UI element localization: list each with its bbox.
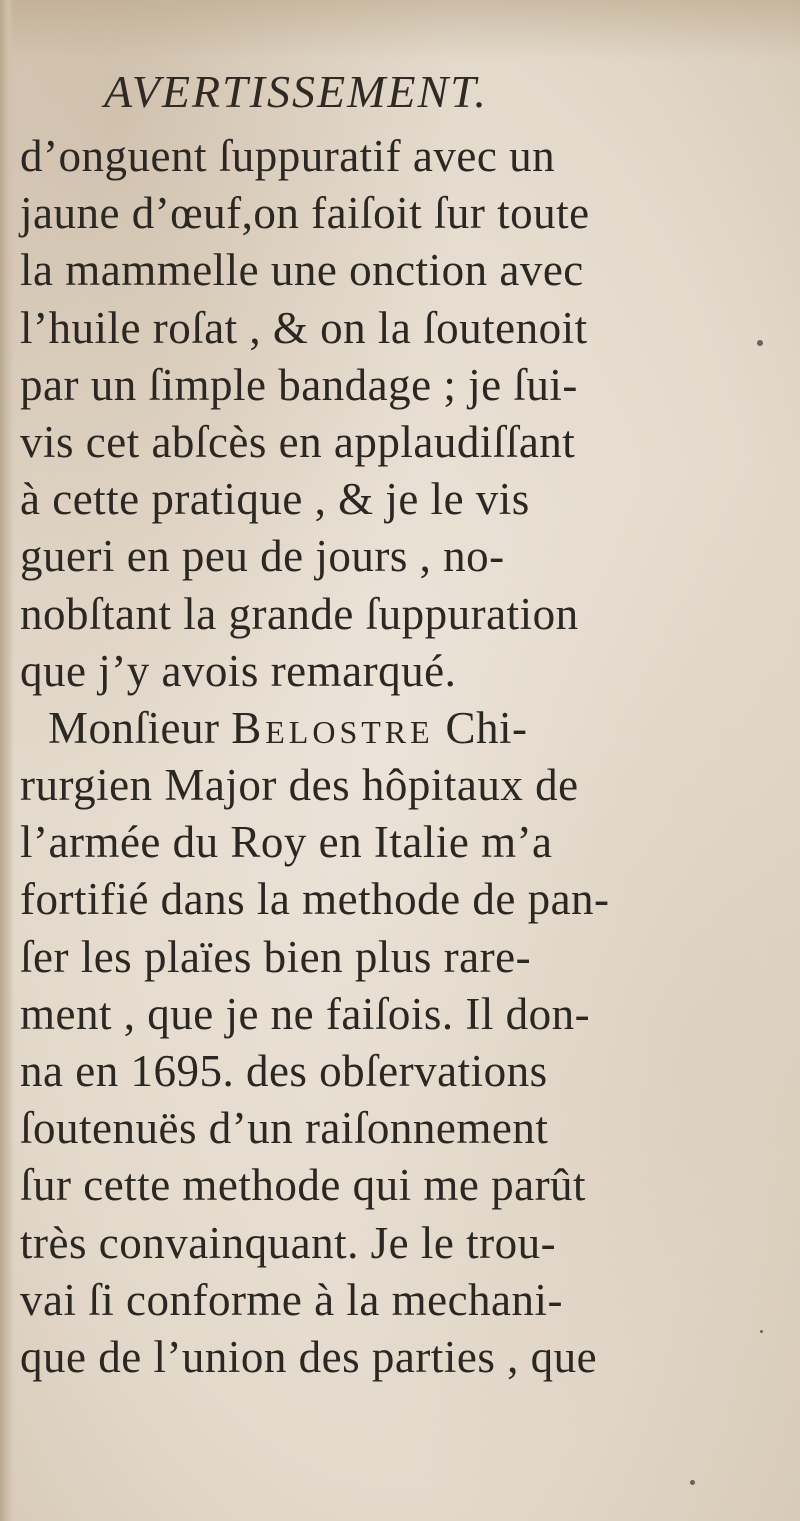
text-line: ſoutenuës d’un raiſonnement <box>20 1103 549 1154</box>
text-fragment: Chi- <box>445 702 528 753</box>
text-line: ment , que je ne faiſois. Il don- <box>20 988 591 1039</box>
surgeon-name: Belostre <box>231 702 434 753</box>
text-line: nobſtant la grande ſuppuration <box>20 588 579 639</box>
page-gutter <box>0 0 14 1521</box>
text-line: na en 1695. des obſervations <box>20 1046 548 1096</box>
running-head: AVERTISSEMENT. <box>104 66 488 117</box>
text-line: la mammelle une onction avec <box>20 245 584 296</box>
text-line: vai ſi conforme à la mechani- <box>20 1274 564 1325</box>
text-line: l’huile roſat , & on la ſoutenoit <box>20 302 588 353</box>
text-line: vis cet abſcès en applaudiſſant <box>20 416 576 467</box>
text-line: par un ſimple bandage ; je ſui- <box>20 359 578 410</box>
paper-speck <box>757 340 763 346</box>
text-line: que de l’union des parties , que <box>20 1331 598 1382</box>
text-line: jaune d’œuf,on faiſoit ſur toute <box>20 188 590 239</box>
text-line: ſur cette methode qui me parût <box>20 1160 587 1211</box>
paper-speck <box>760 1330 763 1333</box>
text-line: fortifié dans la methode de pan- <box>20 874 610 925</box>
text-line: rurgien Major des hôpitaux de <box>20 760 579 811</box>
text-line: à cette pratique , & je le vis <box>20 474 530 525</box>
text-fragment: Monſieur <box>48 702 220 753</box>
text-line: que j’y avois remarqué. <box>20 645 457 696</box>
paper-stain <box>0 0 800 60</box>
text-line: l’armée du Roy en Italie m’a <box>20 817 553 868</box>
body-text <box>20 128 790 1386</box>
text-line: très convainquant. Je le trou- <box>20 1217 557 1268</box>
text-line: d’onguent ſuppuratif avec un <box>20 131 556 181</box>
text-line: ſer les plaïes bien plus rare- <box>20 931 532 982</box>
text-line-paragraph-start <box>20 700 790 757</box>
paper-speck <box>690 1480 695 1485</box>
text-line: gueri en peu de jours , no- <box>20 531 505 582</box>
